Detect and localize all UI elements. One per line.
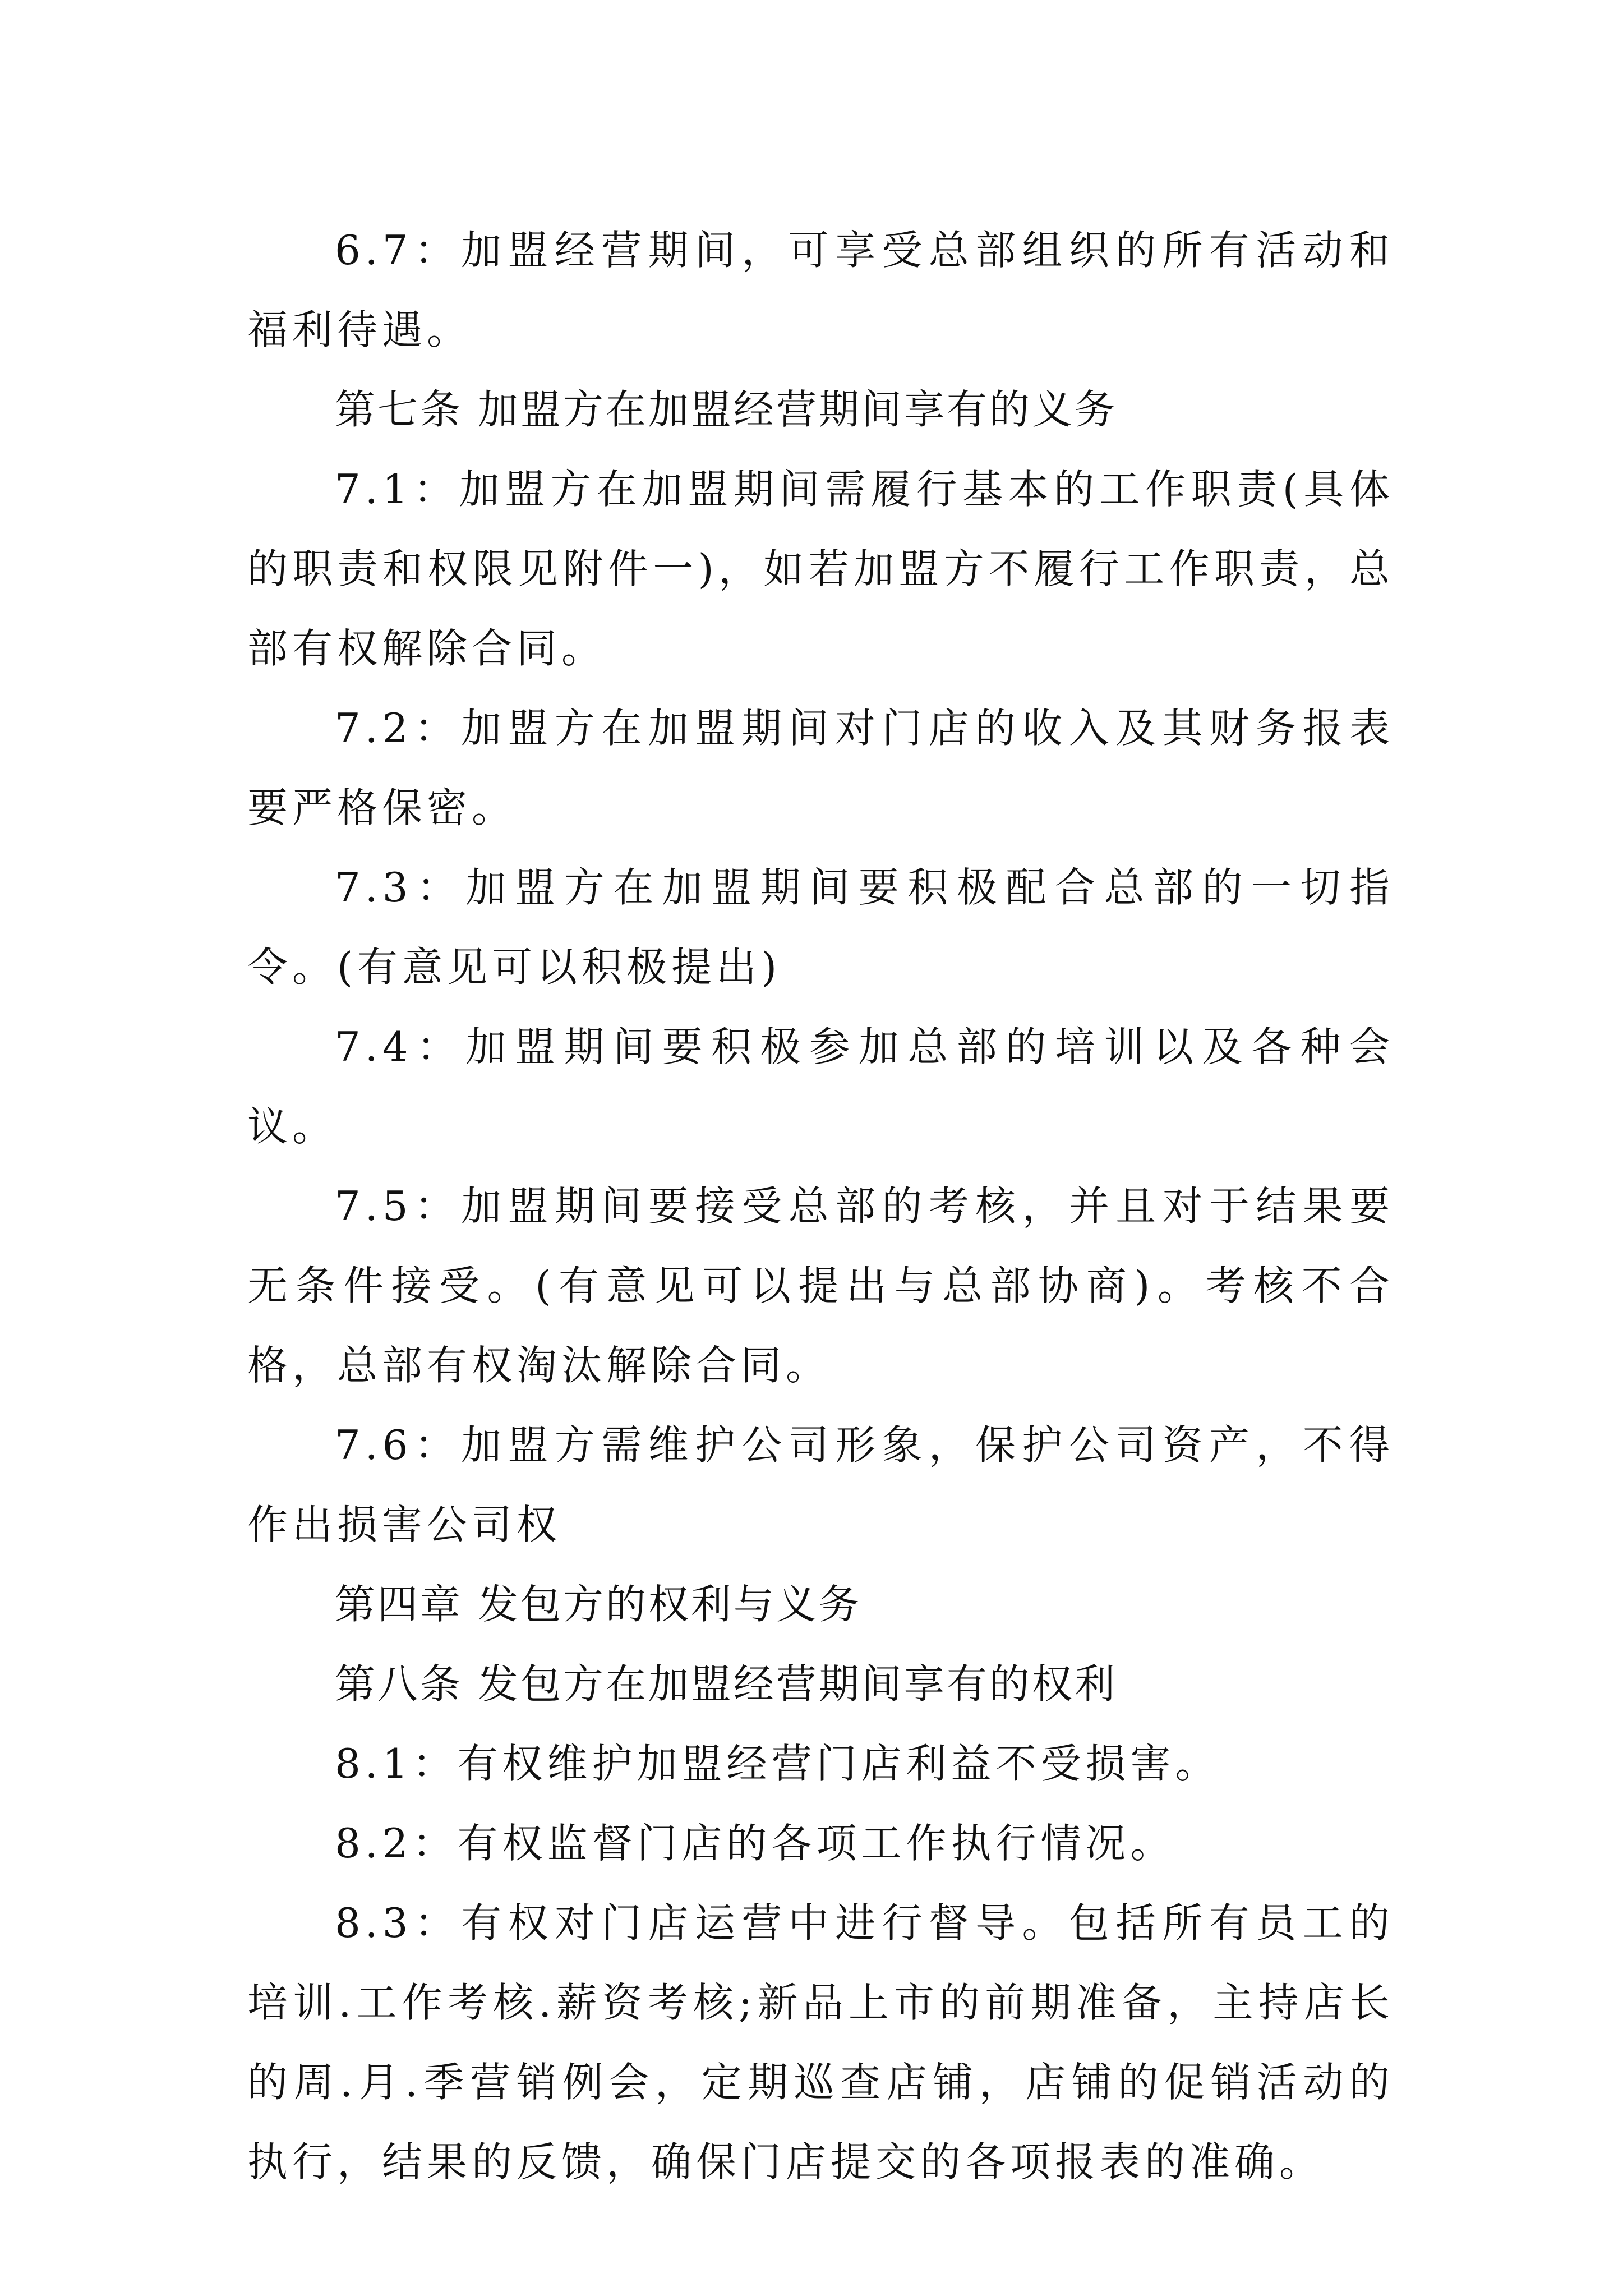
article-7-heading: 第七条 加盟方在加盟经营期间享有的义务 xyxy=(335,386,1117,433)
clause-7-6: 7.6：加盟方需维护公司形象，保护公司资产，不得作出损害公司权 xyxy=(247,1421,1394,1548)
clause-6-7: 6.7：加盟经营期间，可享受总部组织的所有活动和福利待遇。 xyxy=(247,227,1394,353)
clause-7-3: 7.3：加盟方在加盟期间要积极配合总部的一切指令。(有意见可以积极提出) xyxy=(247,864,1394,991)
clause-7-1: 7.1：加盟方在加盟期间需履行基本的工作职责(具体的职责和权限见附件一)，如若加盟方不履行工作职责，总部有权解除合同。 xyxy=(247,466,1394,672)
clause-8-2: 8.2：有权监督门店的各项工作执行情况。 xyxy=(335,1820,1175,1867)
clause-8-1: 8.1：有权维护加盟经营门店利益不受损害。 xyxy=(335,1740,1220,1787)
clause-7-5: 7.5：加盟期间要接受总部的考核，并且对于结果要无条件接受。(有意见可以提出与总部协商)。考核不合格，总部有权淘汰解除合同。 xyxy=(247,1182,1394,1389)
clause-8-3: 8.3：有权对门店运营中进行督导。包括所有员工的培训.工作考核.薪资考核;新品上市的前期准备，主持店长的周.月.季营销例会，定期巡查店铺，店铺的促销活动的执行，结果的反馈，确保门店提交的各项报表的准确。 xyxy=(247,1899,1394,2185)
chapter-4-heading: 第四章 发包方的权利与义务 xyxy=(335,1581,861,1628)
article-8-heading: 第八条 发包方在加盟经营期间享有的权利 xyxy=(335,1660,1117,1708)
clause-7-2: 7.2：加盟方在加盟期间对门店的收入及其财务报表要严格保密。 xyxy=(247,705,1394,831)
document-body xyxy=(247,210,1394,2202)
clause-7-4: 7.4：加盟期间要积极参加总部的培训以及各种会议。 xyxy=(247,1023,1394,1150)
